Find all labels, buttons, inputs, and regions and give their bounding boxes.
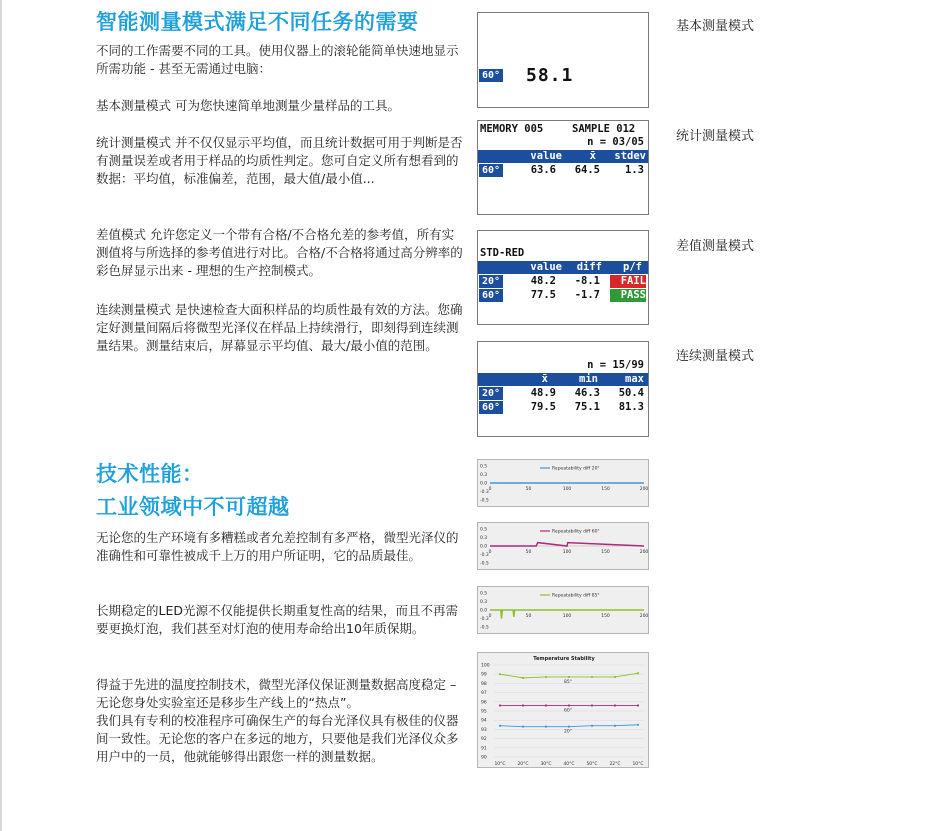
- data-point: [637, 672, 639, 674]
- col-value: value: [530, 261, 562, 273]
- diff-row-60: [478, 289, 648, 302]
- basic-mode-label: 基本测量模式: [675, 19, 754, 34]
- y-tick-label: 0.0: [480, 544, 488, 550]
- y-tick-label: 0.3: [480, 473, 488, 478]
- lcd-diff-screen: [477, 230, 649, 325]
- legend-label: Repeatability diff 60°: [552, 529, 600, 535]
- x-tick-label: 150: [601, 550, 610, 555]
- std-title: STD-RED: [480, 247, 525, 259]
- data-point: [568, 704, 570, 706]
- y-tick-label: 95: [481, 709, 487, 715]
- legend-label: Repeatability diff 85°: [552, 593, 600, 599]
- x-tick-label: 10°C: [494, 762, 506, 767]
- angle-badge: 60°: [479, 69, 503, 82]
- section1-heading: 智能测量模式满足不同任务的需要: [96, 10, 419, 34]
- series-label: 85°: [564, 679, 572, 685]
- stat-value: 63.6: [530, 164, 556, 176]
- x-tick-label: 20°C: [517, 762, 529, 767]
- section2-heading-2: 工业领域中不可超越: [96, 495, 290, 519]
- tech-paragraph-3b: 我们具有专利的校准程序可确保生产的每台光泽仪具有极佳的仪器间一致性。无论您的客户在多远的地方，只要他是我们光泽仪众多用户中的一员，他就能够得出跟您一样的测量数据。: [96, 713, 459, 764]
- intro-paragraph: 不同的工作需要不同的工具。使用仪器上的滚轮能简单快速地显示所需功能 - 甚至无需通过电脑：: [96, 43, 459, 76]
- col-max: max: [625, 373, 644, 385]
- lcd-basic-screen: [477, 12, 649, 108]
- y-tick-label: -0.5: [480, 561, 489, 567]
- x-tick-label: 22°C: [609, 762, 621, 767]
- y-tick-label: 90: [481, 755, 487, 761]
- x-tick-label: 50: [525, 614, 532, 619]
- repeatability-chart-20-svg: [478, 460, 650, 508]
- y-tick-label: 96: [481, 700, 487, 706]
- tech-paragraph-2: 长期稳定的LED光源不仅能提供长期重复性高的结果，而且不再需要更换灯泡，我们甚至对灯泡的使用寿命给出10年质保期。: [96, 603, 458, 636]
- diff-mode-label: 差值测量模式: [675, 239, 754, 254]
- basic-reading: 58.1: [526, 65, 574, 86]
- diff-value: 77.5: [530, 289, 556, 301]
- y-tick-label: 0.0: [480, 481, 488, 487]
- data-point: [522, 726, 524, 728]
- data-point: [499, 673, 501, 675]
- stat-mode-paragraph: 统计测量模式 并不仅仅显示平均值，而且统计数据可用于判断是否有测量误差或者用于样品的均质性判定。您可自定义所有想看到的数据：平均值，标准偏差，范围，最大值/最小值...: [96, 135, 463, 186]
- y-tick-label: -0.3: [480, 490, 489, 495]
- data-point: [637, 704, 639, 706]
- data-point: [591, 704, 593, 706]
- memory-label: MEMORY 005: [480, 123, 544, 135]
- y-tick-label: 99: [481, 672, 487, 678]
- diff-diff: -1.7: [574, 289, 600, 301]
- angle-badge: 60°: [479, 401, 503, 414]
- sample-label: SAMPLE 012: [572, 123, 636, 135]
- temperature-stability-chart: [477, 652, 649, 768]
- y-tick-label: 100: [481, 663, 490, 669]
- y-tick-label: 0.3: [480, 600, 488, 605]
- stat-data-row: [478, 164, 648, 177]
- section2-heading-1: 技术性能：: [96, 462, 204, 486]
- data-point: [545, 726, 547, 728]
- y-tick-label: 94: [481, 718, 487, 724]
- y-tick-label: 97: [481, 691, 487, 697]
- data-point: [591, 725, 593, 727]
- series-line: [490, 543, 644, 546]
- diff-header-bar: [478, 261, 648, 274]
- data-point: [522, 677, 524, 679]
- col-mean: x̄: [541, 373, 548, 385]
- x-tick-label: 100: [562, 614, 572, 619]
- repeatability-chart-60: [477, 522, 649, 570]
- y-tick-label: 98: [481, 681, 487, 687]
- y-tick-label: 93: [481, 727, 487, 733]
- x-tick-label: 100: [562, 487, 572, 492]
- x-tick-label: 0: [488, 487, 492, 492]
- x-tick-label: 100: [562, 550, 572, 555]
- cont-min: 75.1: [574, 401, 600, 413]
- count-label: n = 03/05: [587, 136, 644, 148]
- data-point: [614, 725, 616, 727]
- cont-row-60: [478, 401, 648, 414]
- lcd-stat-screen: [477, 120, 649, 215]
- count-label: n = 15/99: [587, 359, 644, 371]
- diff-row-20: [478, 275, 648, 288]
- cont-mean: 48.9: [530, 387, 556, 399]
- repeatability-chart-60-svg: [478, 523, 650, 571]
- data-point: [614, 676, 616, 678]
- data-point: [499, 704, 501, 706]
- data-point: [545, 676, 547, 678]
- series-label: 60°: [564, 708, 572, 714]
- cont-header-bar: [478, 373, 648, 386]
- series-label: 20°: [564, 729, 572, 735]
- repeatability-chart-85-svg: [478, 587, 650, 635]
- x-tick-label: 150: [601, 487, 610, 492]
- x-tick-label: 40°C: [563, 762, 575, 767]
- cont-mean: 79.5: [530, 401, 556, 413]
- data-point: [499, 725, 501, 727]
- data-point: [545, 704, 547, 706]
- stat-mode-label: 统计测量模式: [675, 129, 754, 144]
- x-tick-label: 50: [525, 487, 532, 492]
- x-tick-label: 0: [488, 550, 492, 555]
- cont-min: 46.3: [574, 387, 600, 399]
- stat-mean: 64.5: [574, 164, 600, 176]
- x-tick-label: 200: [639, 550, 649, 555]
- data-point: [637, 724, 639, 726]
- cont-mode-paragraph: 连续测量模式 是快速检查大面积样品的均质性最有效的方法。您确定好测量间隔后将微型光泽仪在样品上持续滑行，即刻得到连续测量结果。测量结束后，屏幕显示平均值、最大/最小值的范围。: [96, 302, 463, 353]
- cont-max: 81.3: [618, 401, 644, 413]
- diff-value: 48.2: [530, 275, 556, 287]
- x-tick-label: 10°C: [632, 762, 644, 767]
- cont-mode-label: 连续测量模式: [675, 349, 754, 364]
- y-tick-label: -0.3: [480, 617, 489, 622]
- angle-badge: 60°: [479, 164, 503, 177]
- data-point: [614, 704, 616, 706]
- x-tick-label: 200: [639, 614, 649, 619]
- y-tick-label: 0.5: [480, 464, 488, 470]
- basic-mode-paragraph: 基本测量模式 可为您快速简单地测量少量样品的工具。: [96, 98, 400, 113]
- x-tick-label: 0: [488, 614, 492, 619]
- x-tick-label: 30°C: [540, 762, 552, 767]
- angle-badge: 20°: [479, 275, 503, 288]
- y-tick-label: -0.3: [480, 553, 489, 558]
- tech-paragraph-3a: 得益于先进的温度控制技术，微型光泽仪保证测量数据高度稳定 – 无论您身处实验室还是移步生产线上的“热点”。: [96, 677, 457, 710]
- chart-title: Temperature Stability: [533, 656, 595, 662]
- y-tick-label: 0.5: [480, 527, 488, 533]
- angle-badge: 20°: [479, 387, 503, 400]
- data-point: [568, 726, 570, 728]
- page-edge: [0, 0, 2, 831]
- cont-row-20: [478, 387, 648, 400]
- cont-max: 50.4: [618, 387, 644, 399]
- col-pass-fail: p/f: [623, 261, 642, 273]
- data-point: [591, 676, 593, 678]
- lcd-cont-screen: [477, 341, 649, 437]
- angle-badge: 60°: [479, 289, 503, 302]
- tech-paragraph-1: 无论您的生产环境有多糟糕或者允差控制有多严格，微型光泽仪的准确性和可靠性被成千上万的用户所证明，它的品质最佳。: [96, 530, 459, 563]
- col-min: min: [579, 373, 598, 385]
- diff-mode-paragraph: 差值模式 允许您定义一个带有合格/不合格允差的参考值，所有实测值将与所选择的参考值进行对比。合格/不合格将通过高分辨率的彩色屏显示出来 - 理想的生产控制模式。: [96, 227, 463, 278]
- legend-label: Repeatability diff 20°: [552, 466, 600, 472]
- x-tick-label: 50°C: [586, 762, 598, 767]
- y-tick-label: -0.5: [480, 625, 489, 631]
- pass-badge: PASS: [610, 289, 646, 302]
- x-tick-label: 200: [639, 487, 649, 492]
- col-diff: diff: [576, 261, 602, 273]
- fail-badge: FAIL: [610, 275, 646, 288]
- repeatability-chart-20: [477, 459, 649, 507]
- y-tick-label: 92: [481, 737, 487, 743]
- stat-stdev: 1.3: [625, 164, 644, 176]
- data-point: [568, 676, 570, 678]
- y-tick-label: -0.5: [480, 498, 489, 504]
- data-point: [522, 704, 524, 706]
- y-tick-label: 0.0: [480, 608, 488, 614]
- y-tick-label: 0.3: [480, 536, 488, 541]
- repeatability-chart-85: [477, 586, 649, 634]
- y-tick-label: 91: [481, 746, 487, 752]
- col-stdev: stdev: [614, 150, 646, 162]
- stat-header-bar: [478, 150, 648, 163]
- x-tick-label: 50: [525, 550, 532, 555]
- x-tick-label: 150: [601, 614, 610, 619]
- col-mean: x̄: [589, 150, 596, 162]
- col-value: value: [530, 150, 562, 162]
- y-tick-label: 0.5: [480, 591, 488, 597]
- temperature-stability-chart-svg: [478, 653, 650, 769]
- diff-diff: -8.1: [574, 275, 600, 287]
